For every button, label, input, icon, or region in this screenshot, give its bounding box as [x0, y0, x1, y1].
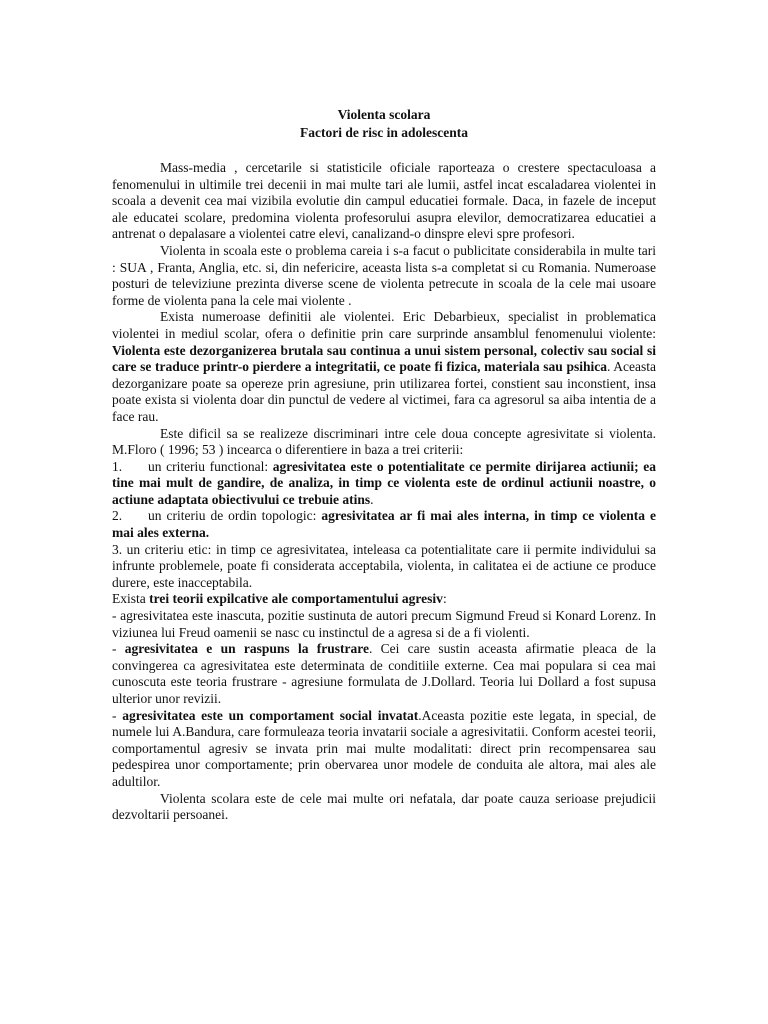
theory-prefix: - — [112, 641, 125, 657]
document-title: Violenta scolara — [337, 107, 431, 122]
theories-heading-plain: Exista — [112, 591, 150, 607]
criterion-item — [112, 508, 656, 541]
paragraph-definition — [112, 309, 656, 425]
theory-item — [112, 708, 656, 791]
definition-intro: Exista numeroase definitii ale violentei. Eric Debarbieux, specialist in problematica violentei in mediul scolar, ofera o definitie prin care surprinde ansamblul fenomenului violente: — [112, 309, 656, 341]
document-page — [112, 106, 656, 824]
criterion-item — [112, 459, 656, 509]
paragraph-media: Violenta in scoala este o problema careia i s-a facut o publicitate considerabila in multe tari : SUA , Franta, Anglia, etc. si, din nefericire, aceasta lista s-a completat si cu Romania. Numeroase posturi de televiziune prezinta diverse scene de violenta petrecute in scoala de la cele mai usoare forme de violenta pana la cele mai violente . — [112, 242, 656, 308]
criterion-number: 3. — [112, 541, 123, 557]
theories-heading — [112, 591, 656, 608]
criterion-item — [112, 542, 656, 592]
criterion-bold: agresivitatea ar fi mai ales interna, in timp ce violenta e mai ales externa. — [112, 508, 656, 541]
criterion-rest: . — [370, 491, 374, 507]
paragraph-intro: Mass-media , cercetarile si statisticile oficiale raporteaza o crestere spectaculoasa a fenomenului in ultimile trei decenii in mai multe tari ale lumii, astfel incat escaladarea violentei in scoala a devenit cea mai vizibila evolutie din campul educatiei formale. Daca, in fazele de inceput ale educatei scolare, predomina violenta profesorului asupra elevilor, democratizarea educatiei a antrenat o depalasare a violentei catre elevi, canalizand-o dinspre elevi spre profesori. — [112, 160, 656, 242]
criterion-intro: un criteriu de ordin topologic: — [148, 508, 322, 524]
theory-item — [112, 641, 656, 707]
theories-heading-bold: trei teorii expilcative ale comportamentului agresiv — [149, 591, 443, 607]
criterion-number: 2. — [112, 508, 123, 524]
theory-text: . Cei care sustin aceasta afirmatie pleaca de la convingerea ca agresivitatea este determinata de conditiile externe. Cea mai populara si cea mai cunoscuta este teoria frustrare - agresiune formulata de J.Dollard. Teoria lui Dollard a fost supusa ulterior unor revizii. — [112, 641, 656, 706]
paragraph-closing: Violenta scolara este de cele mai multe ori nefatala, dar poate cauza serioase prejudicii dezvoltarii persoanei. — [112, 790, 656, 823]
theories-heading-rest: : — [442, 591, 447, 607]
theory-prefix: - — [112, 707, 123, 723]
criterion-bold: agresivitatea este o potentialitate ce permite dirijarea actiunii; ea tine mai mult de gandire, de analiza, in timp ce violenta este de ordinul actiunii noastre, o actiune adaptata obiectivului ce trebuie atins — [112, 458, 656, 507]
paragraph-criteria-intro: Este dificil sa se realizeze discriminari intre cele doua concepte agresivitate si violenta. M.Floro ( 1996; 53 ) incearca o diferentiere in baza a trei criterii: — [112, 425, 656, 458]
definition-rest: . Aceasta dezorganizare poate sa opereze prin agresiune, prin utilizarea fortei, constient sau inconstient, insa poate exista si violenta doar din punctul de vedere al victimei, fara ca agresorul sa aiba intentia de a face rau. — [112, 359, 656, 424]
document-subtitle: Factori de risc in adolescenta — [300, 125, 468, 140]
theory-text: .Aceasta pozitie este legata, in special, de numele lui A.Bandura, care formuleaza teoria invatarii sociale a agresivitatii. Conform acestei teorii, comportamentul agresiv se invata prin mai multe modalitati: direct prin recompensarea sau pedespirea unor comportamente; prin obervarea unor modele de conduita ale altora, mai ales ale adultilor. — [112, 707, 656, 789]
theory-bold: agresivitatea este un comportament social invatat — [122, 707, 419, 723]
theory-item: - agresivitatea este inascuta, pozitie sustinuta de autori precum Sigmund Freud si Konard Lorenz. In viziunea lui Freud oamenii se nasc cu instinctul de a agresa si de a fi violenti. — [112, 608, 656, 640]
theory-bold: agresivitatea e un raspuns la frustrare — [124, 641, 369, 657]
criterion-intro: un criteriu functional: — [148, 458, 273, 474]
document-body — [112, 160, 656, 824]
criterion-intro: un criteriu etic: in timp ce agresivitatea, inteleasa ca potentialitate care ii permite individului sa infrunte problemele, poate fi considerata acceptabila, violenta, in calitatea ei de actiune ce produce durere, este inacceptabila. — [112, 541, 657, 590]
criterion-number: 1. — [112, 458, 123, 474]
definition-bold: Violenta este dezorganizerea brutala sau continua a unui sistem personal, colectiv sau social si care se traduce printr-o pierdere a integritatii, ce poate fi fizica, materiala sau psihica — [112, 342, 656, 375]
